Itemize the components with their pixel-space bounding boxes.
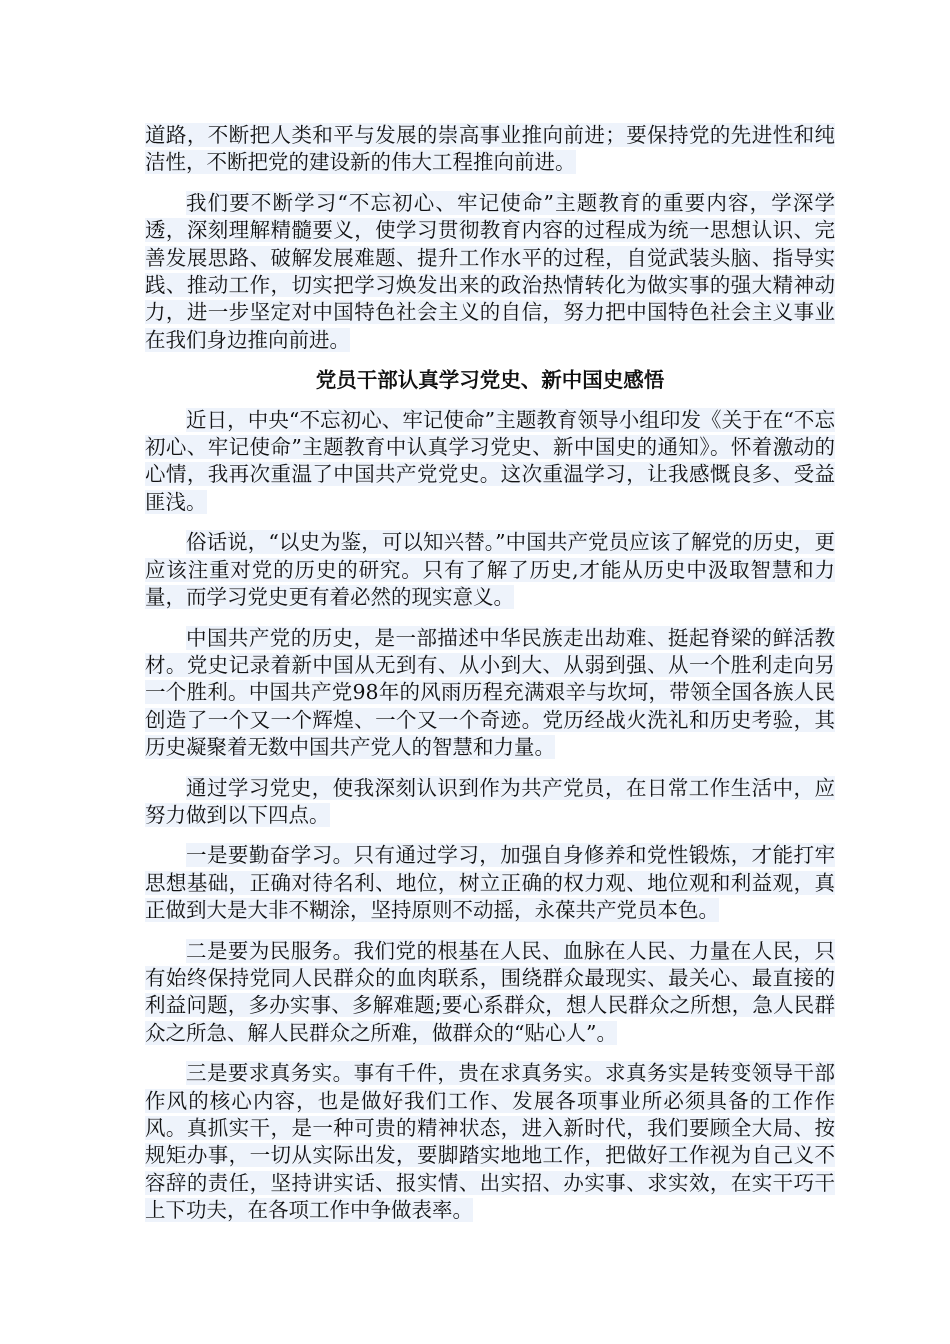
paragraph-study-content xyxy=(145,190,835,354)
section-heading: 党员干部认真学习党史、新中国史感悟 xyxy=(315,368,665,393)
document-page xyxy=(145,122,835,1238)
paragraph-text: 通过学习党史，使我深刻认识到作为共产党员，在日常工作生活中，应努力做到以下四点。 xyxy=(145,775,835,827)
paragraph-text: 中国共产党的历史，是一部描述中华民族走出劫难、挺起脊梁的鲜活教材。党史记录着新中国从无到有、从小到大、从弱到强、从一个胜利走向另一个胜利。中国共产党98年的风雨历程充满艰辛与坎坷，带领全国各族人民创造了一个又一个辉煌、一个又一个奇迹。党历经战火洗礼和历史考验，其历史凝聚着无数中国共产党人的智慧和力量。 xyxy=(145,625,835,760)
paragraph-text: 俗话说，“以史为鉴，可以知兴替。”中国共产党员应该了解党的历史，更应该注重对党的历史的研究。只有了解了历史,才能从历史中汲取智慧和力量，而学习党史更有着必然的现实意义。 xyxy=(145,530,835,610)
paragraph-continuation xyxy=(145,122,835,177)
paragraph-party-history xyxy=(145,625,835,762)
paragraph-intro xyxy=(145,407,835,517)
paragraph-history-mirror xyxy=(145,529,835,611)
paragraph-point-serve xyxy=(145,938,835,1048)
paragraph-point-pragmatic xyxy=(145,1060,835,1224)
paragraph-text: 一是要勤奋学习。只有通过学习，加强自身修养和党性锻炼，才能打牢思想基础，正确对待名利、地位，树立正确的权力观、地位观和利益观，真正做到大是大非不糊涂，坚持原则不动摇，永葆共产党员本色。 xyxy=(145,843,835,923)
paragraph-point-study xyxy=(145,842,835,924)
paragraph-text: 道路，不断把人类和平与发展的崇高事业推向前进；要保持党的先进性和纯洁性，不断把党的建设新的伟大工程推向前进。 xyxy=(145,123,835,175)
paragraph-text: 二是要为民服务。我们党的根基在人民、血脉在人民、力量在人民，只有始终保持党同人民群众的血肉联系，围绕群众最现实、最关心、最直接的利益问题，多办实事、多解难题;要心系群众，想人民群众之所想，急人民群众之所急、解人民群众之所难，做群众的“贴心人”。 xyxy=(145,938,835,1045)
paragraph-text: 近日，中央“不忘初心、牢记使命”主题教育领导小组印发《关于在“不忘初心、牢记使命”主题教育中认真学习党史、新中国史的通知》。怀着激动的心情，我再次重温了中国共产党党史。这次重温学习，让我感慨良多、受益匪浅。 xyxy=(145,407,835,514)
paragraph-text: 我们要不断学习“不忘初心、牢记使命”主题教育的重要内容，学深学透，深刻理解精髓要义，使学习贯彻教育内容的过程成为统一思想认识、完善发展思路、破解发展难题、提升工作水平的过程，自觉武装头脑、指导实践、推动工作，切实把学习焕发出来的政治热情转化为做实事的强大精神动力，进一步坚定对中国特色社会主义的自信，努力把中国特色社会主义事业在我们身边推向前进。 xyxy=(145,190,835,352)
paragraph-text: 三是要求真务实。事有千件，贵在求真务实。求真务实是转变领导干部作风的核心内容，也是做好我们工作、发展各项事业所必须具备的工作作风。真抓实干，是一种可贵的精神状态，进入新时代，我们要顾全大局、按规矩办事，一切从实际出发，要脚踏实地地工作，把做好工作视为自己义不容辞的责任，坚持讲实话、报实情、出实招、办实事、求实效，在实干巧干上下功夫，在各项工作中争做表率。 xyxy=(145,1061,835,1223)
paragraph-four-points xyxy=(145,775,835,830)
